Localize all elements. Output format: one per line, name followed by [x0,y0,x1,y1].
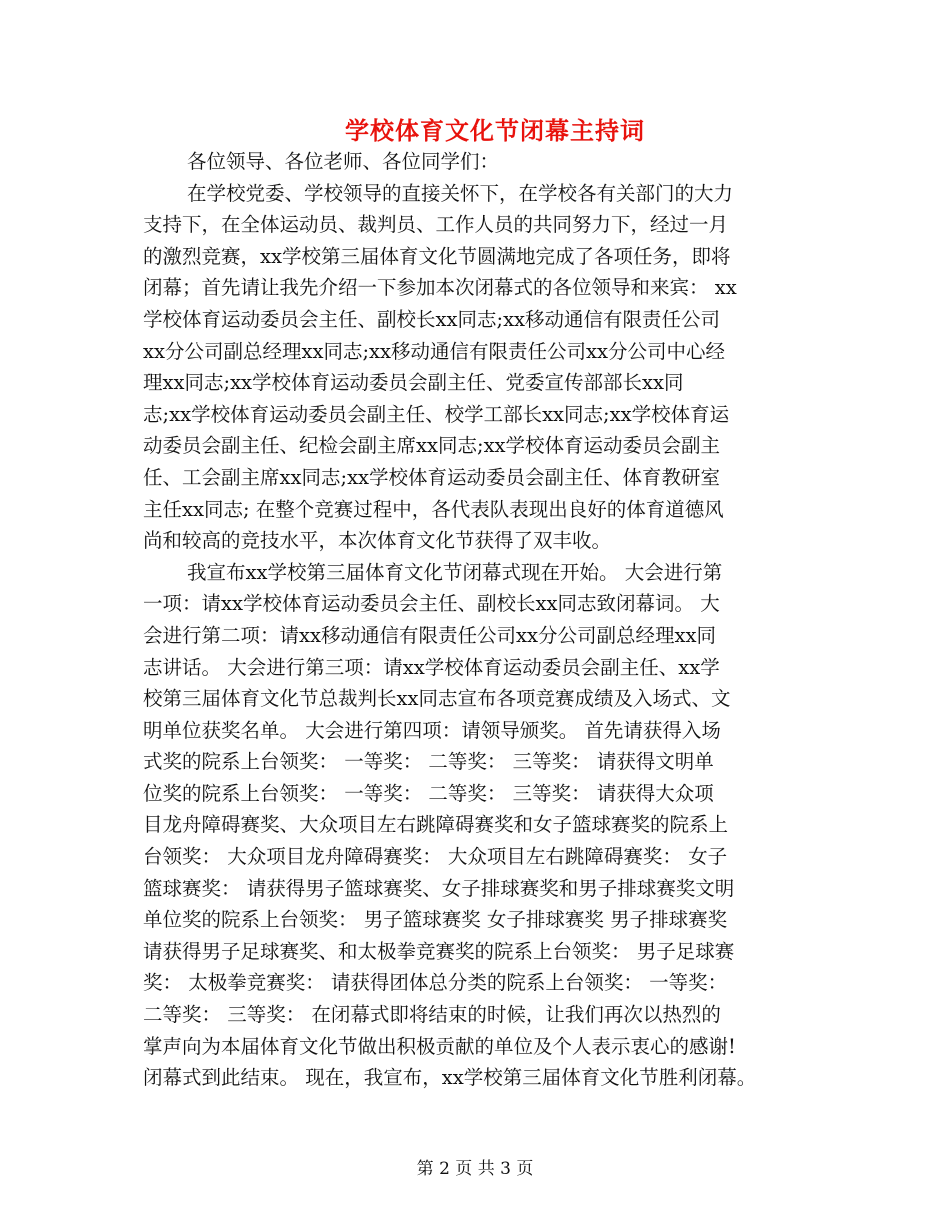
text-line: 我宣布xx学校第三届体育文化节闭幕式现在开始。 大会进行第 [187,560,723,584]
text-line: xx分公司副总经理xx同志;xx移动通信有限责任公司xx分公司中心经 [143,339,726,363]
text-line: 明单位获奖名单。 大会进行第四项：请领导颁奖。 首先请获得入场 [143,718,721,742]
text-line: 台领奖： 大众项目龙舟障碍赛奖： 大众项目左右跳障碍赛奖： 女子 [143,845,728,869]
page-number-footer: 第 2 页 共 3 页 [416,1159,534,1179]
text-line: 校第三届体育文化节总裁判长xx同志宣布各项竞赛成绩及入场式、文 [143,687,731,711]
text-line: 的激烈竞赛，xx学校第三届体育文化节圆满地完成了各项任务，即将 [143,244,731,268]
text-line: 篮球赛奖： 请获得男子篮球赛奖、女子排球赛奖和男子排球赛奖文明 [143,876,735,900]
text-line: 一项：请xx学校体育运动委员会主任、副校长xx同志致闭幕词。 大 [143,592,720,616]
text-line: 会进行第二项：请xx移动通信有限责任公司xx分公司副总经理xx同 [143,623,716,647]
text-line: 任、工会副主席xx同志;xx学校体育运动委员会副主任、体育教研室 [143,465,721,489]
text-line: 请获得男子足球赛奖、和太极拳竞赛奖的院系上台领奖： 男子足球赛 [143,939,735,963]
text-line: 二等奖： 三等奖： 在闭幕式即将结束的时候，让我们再次以热烈的 [143,1003,721,1027]
text-line: 奖： 太极拳竞赛奖： 请获得团体总分类的院系上台领奖： 一等奖： [143,971,728,995]
text-line: 在学校党委、学校领导的直接关怀下，在学校各有关部门的大力 [187,181,734,205]
text-line: 志讲话。 大会进行第三项：请xx学校体育运动委员会副主任、xx学 [143,655,720,679]
text-line: 目龙舟障碍赛奖、大众项目左右跳障碍赛奖和女子篮球赛奖的院系上 [143,813,729,837]
document-title: 学校体育文化节闭幕主持词 [345,116,645,145]
text-line: 单位奖的院系上台领奖： 男子篮球赛奖 女子排球赛奖 男子排球赛奖 [143,908,728,932]
text-line: 闭幕式到此结束。 现在，我宣布，xx学校第三届体育文化节胜利闭幕。 [143,1066,757,1090]
text-line: 式奖的院系上台领奖： 一等奖： 二等奖： 三等奖： 请获得文明单 [143,750,714,774]
text-line: 闭幕；首先请让我先介绍一下参加本次闭幕式的各位领导和来宾： xx [143,276,737,300]
text-line: 主任xx同志; 在整个竞赛过程中，各代表队表现出良好的体育道德风 [143,497,724,521]
greeting-line: 各位领导、各位老师、各位同学们： [187,150,500,173]
text-line: 位奖的院系上台领奖： 一等奖： 二等奖： 三等奖： 请获得大众项 [143,781,714,805]
document-body [143,146,823,1094]
text-line: 掌声向为本届体育文化节做出积极贡献的单位及个人表示衷心的感谢! [143,1034,736,1058]
text-line: 志;xx学校体育运动委员会副主任、校学工部长xx同志;xx学校体育运 [143,402,730,426]
text-line: 尚和较高的竞技水平，本次体育文化节获得了双丰收。 [143,529,612,553]
text-line: 学校体育运动委员会主任、副校长xx同志;xx移动通信有限责任公司 [143,307,721,331]
text-line: 动委员会副主任、纪检会副主席xx同志;xx学校体育运动委员会副主 [143,434,721,458]
text-line: 理xx同志;xx学校体育运动委员会副主任、党委宣传部部长xx同 [143,371,684,395]
text-line: 支持下，在全体运动员、裁判员、工作人员的共同努力下，经过一月 [143,213,729,237]
